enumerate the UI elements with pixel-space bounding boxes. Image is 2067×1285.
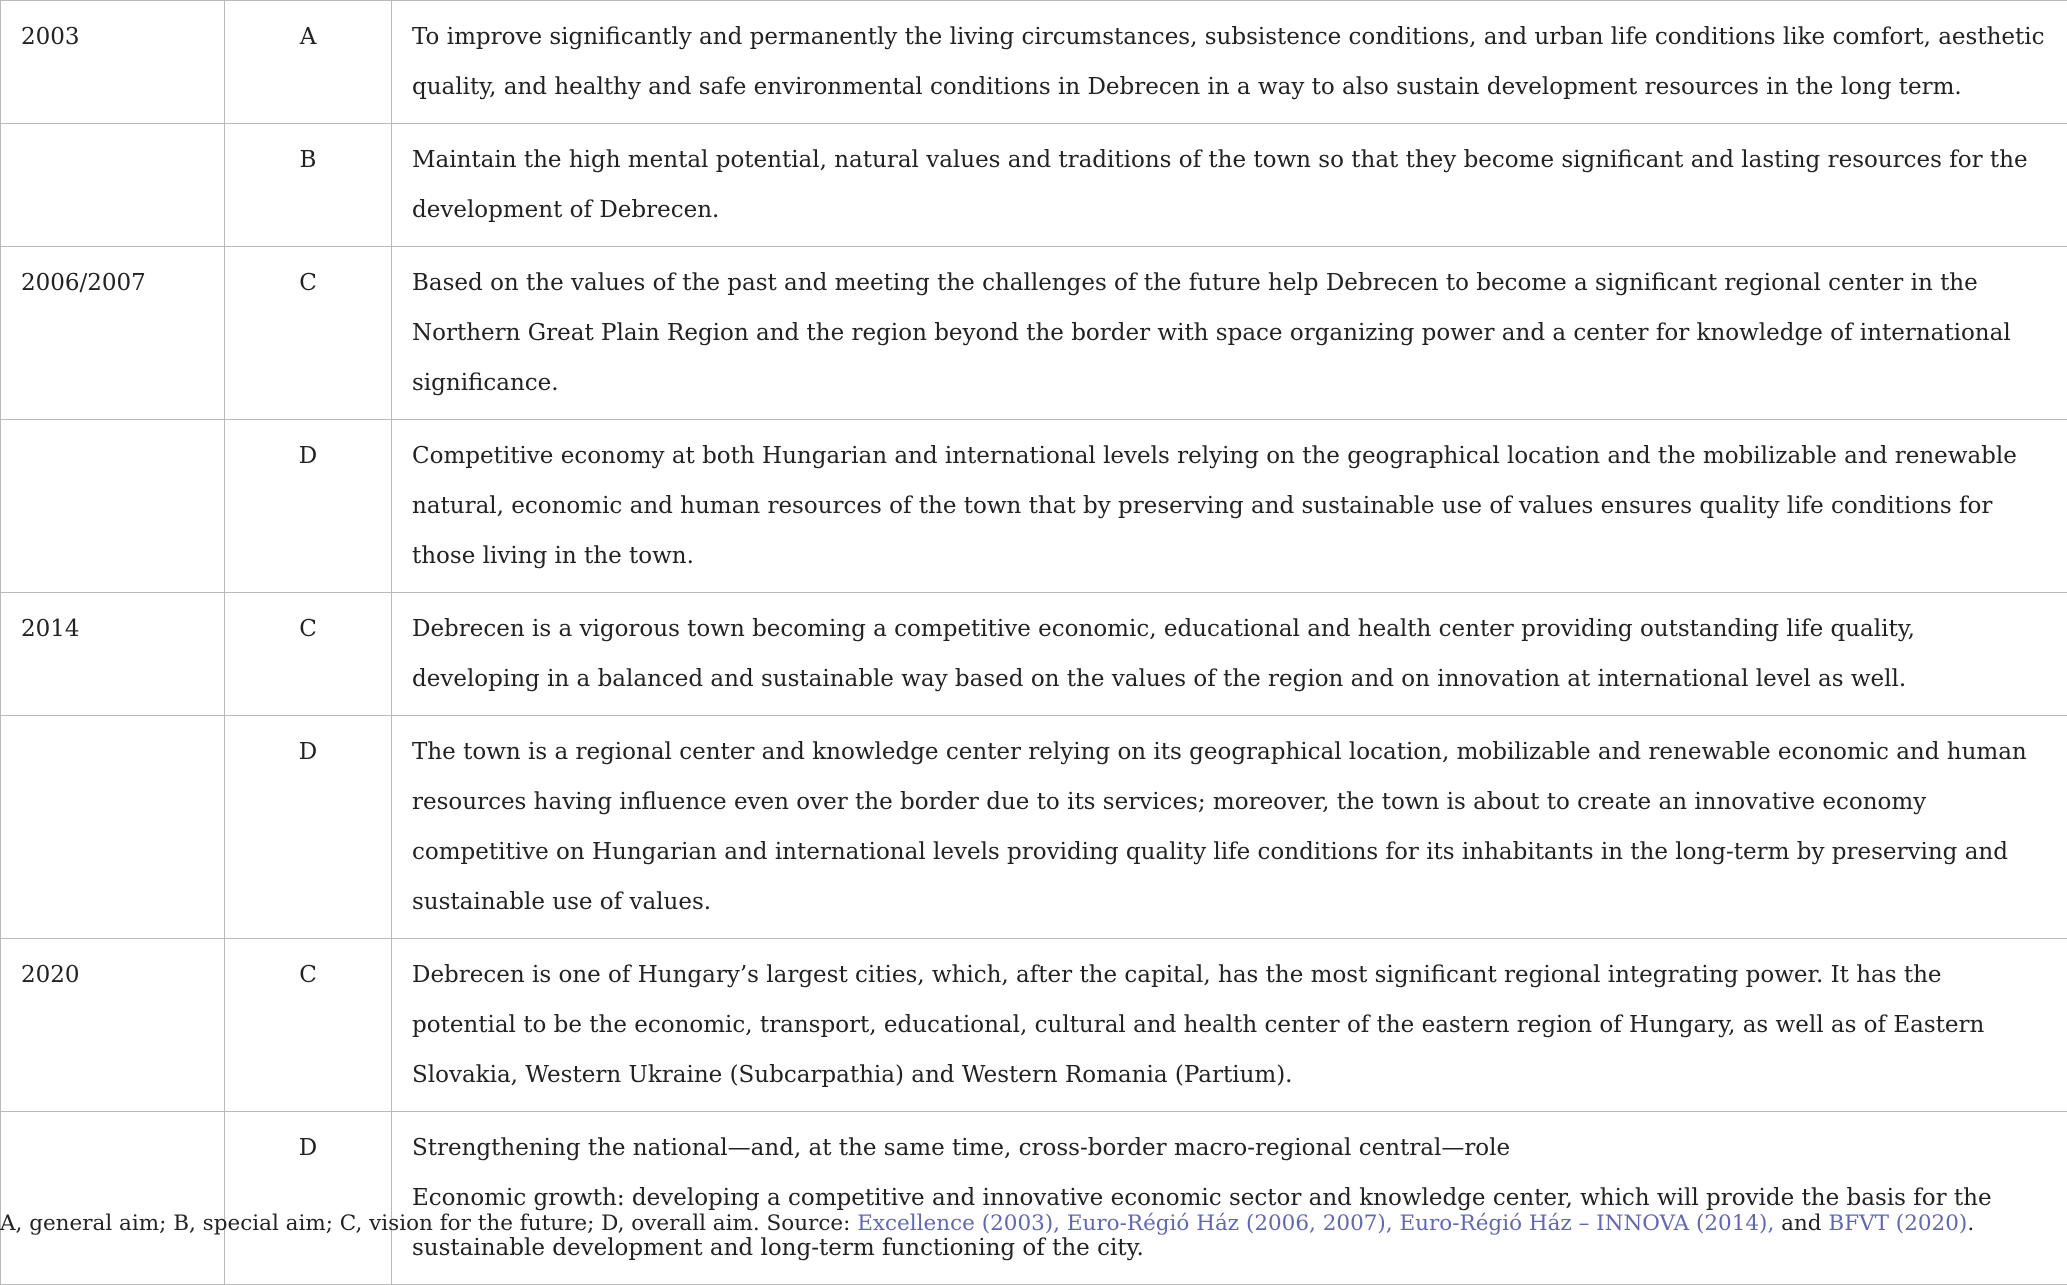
year-cell: 2006/2007 [1, 247, 225, 420]
table-row [1, 1112, 2067, 1285]
aim-type-cell: B [225, 124, 392, 247]
table-footnote [0, 1204, 2067, 1244]
table-row [1, 716, 2067, 939]
table-row [1, 593, 2067, 716]
aim-description-cell [392, 124, 2067, 247]
aim-type-cell: C [225, 939, 392, 1112]
footnote-and: and [1774, 1211, 1828, 1236]
aim-description-text: Maintain the high mental potential, natural values and traditions of the town so that they become significant and lasting resources for the development of Debrecen. [412, 135, 2049, 235]
aim-description-text: Competitive economy at both Hungarian and international levels relying on the geographical location and the mobilizable and renewable natural, economic and human resources of the town that by preserving and sustainable use of values ensures quality life conditions for those living in the town. [412, 431, 2049, 581]
year-cell: 2014 [1, 593, 225, 716]
aim-description-cell [392, 247, 2067, 420]
table-row [1, 124, 2067, 247]
aim-type-cell: D [225, 716, 392, 939]
aim-description-text: Strengthening the national—and, at the same time, cross-border macro-regional central—role [412, 1123, 2049, 1173]
source-link-excellence-euroregio[interactable]: Excellence (2003), Euro-Régió Ház (2006, 2007), Euro-Régió Ház – INNOVA (2014), [857, 1211, 1774, 1236]
year-cell [1, 716, 225, 939]
aim-description-cell [392, 1, 2067, 124]
aim-description-text: Based on the values of the past and meeting the challenges of the future help Debrecen to become a significant regional center in the Northern Great Plain Region and the region beyond the border with space organizing power and a center for knowledge of international significance. [412, 258, 2049, 408]
aim-type-cell: D [225, 420, 392, 593]
table-row [1, 420, 2067, 593]
year-cell [1, 1112, 225, 1285]
year-cell: 2003 [1, 1, 225, 124]
aim-description-cell [392, 716, 2067, 939]
aim-description-text: To improve significantly and permanently the living circumstances, subsistence conditions, and urban life conditions like comfort, aesthetic quality, and healthy and safe environmental conditions in Debrecen in a way to also sustain development resources in the long term. [412, 12, 2049, 112]
footnote-text: A, general aim; B, special aim; C, vision for the future; D, overall aim. Source: [0, 1211, 857, 1236]
aim-type-cell: A [225, 1, 392, 124]
year-cell [1, 420, 225, 593]
aim-description-cell [392, 593, 2067, 716]
aim-type-cell: D [225, 1112, 392, 1285]
aim-description-text: Debrecen is a vigorous town becoming a competitive economic, educational and health center providing outstanding life quality, developing in a balanced and sustainable way based on the values of the region and on innovation at international level as well. [412, 604, 2049, 704]
aim-description-cell [392, 1112, 2067, 1285]
aim-description-text: Economic growth: developing a competitive and innovative economic sector and knowledge center, which will provide the basis for the sustainable development and long-term functioning of the city. [412, 1173, 2049, 1273]
aim-type-cell: C [225, 247, 392, 420]
aim-description-text: The town is a regional center and knowledge center relying on its geographical location, mobilizable and renewable economic and human resources having influence even over the border due to its services; moreover, the town is about to create an innovative economy competitive on Hungarian and international levels providing quality life conditions for its inhabitants in the long-term by preserving and sustainable use of values. [412, 727, 2049, 927]
table-row [1, 247, 2067, 420]
year-cell [1, 124, 225, 247]
footnote-end: . [1967, 1211, 1974, 1236]
year-cell: 2020 [1, 939, 225, 1112]
table-row [1, 1, 2067, 124]
aim-type-cell: C [225, 593, 392, 716]
table-row [1, 939, 2067, 1112]
aim-description-cell [392, 420, 2067, 593]
aim-description-cell [392, 939, 2067, 1112]
source-link-bfvt[interactable]: BFVT (2020) [1828, 1211, 1967, 1236]
aim-description-text: Debrecen is one of Hungary’s largest cities, which, after the capital, has the most significant regional integrating power. It has the potential to be the economic, transport, educational, cultural and health center of the eastern region of Hungary, as well as of Eastern Slovakia, Western Ukraine (Subcarpathia) and Western Romania (Partium). [412, 950, 2049, 1100]
